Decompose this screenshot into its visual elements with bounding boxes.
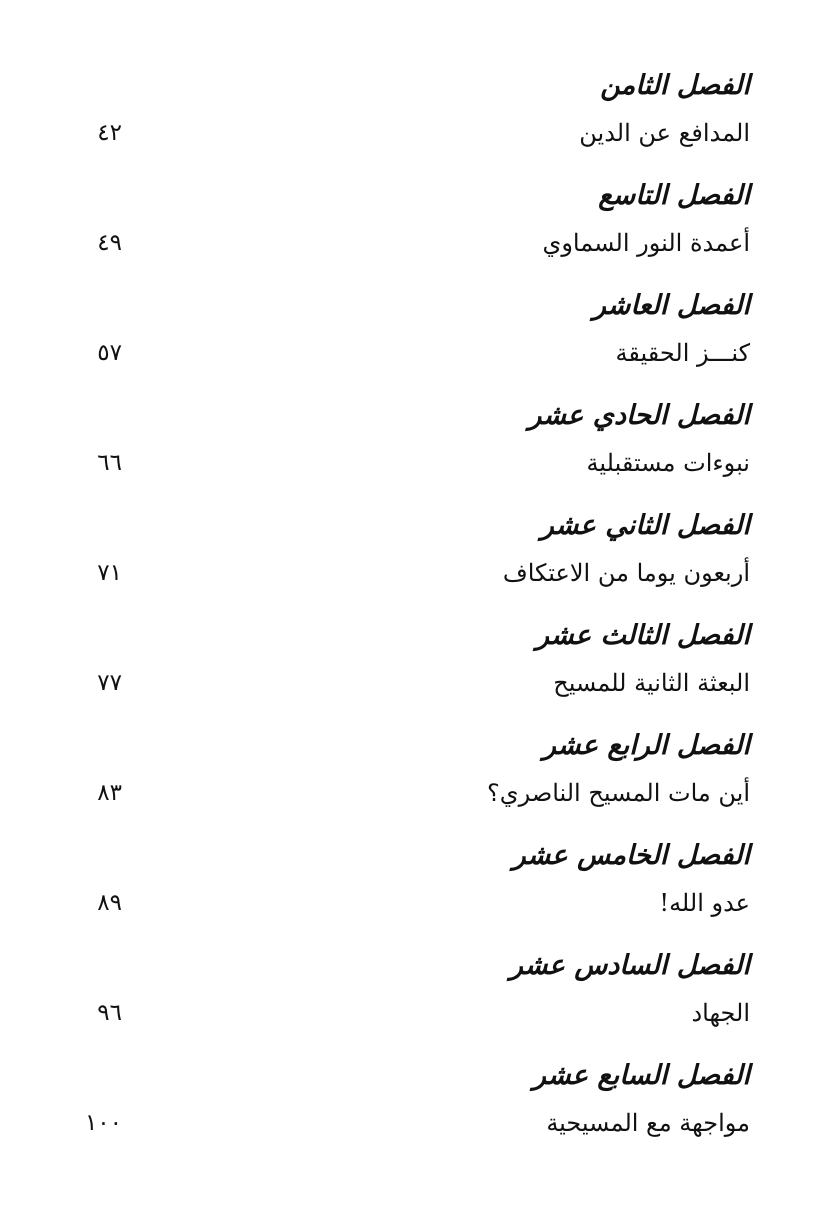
page-number: ٤٢ xyxy=(97,120,122,146)
chapter-heading: الفصل الثاني عشر xyxy=(540,510,750,541)
toc-entry xyxy=(70,500,750,610)
page-number: ٤٩ xyxy=(97,230,122,256)
chapter-title: نبوءات مستقبلية xyxy=(586,449,750,477)
page-number: ٨٩ xyxy=(97,890,122,916)
chapter-heading: الفصل التاسع xyxy=(598,180,750,211)
page-number: ١٠٠ xyxy=(84,1110,122,1136)
chapter-title: عدو الله! xyxy=(659,889,750,917)
chapter-title: الجهاد xyxy=(691,999,750,1027)
chapter-title: أربعون يوما من الاعتكاف xyxy=(502,559,750,587)
chapter-heading: الفصل الرابع عشر xyxy=(542,730,750,761)
chapter-heading: الفصل الخامس عشر xyxy=(512,840,750,871)
page-number: ٧١ xyxy=(97,560,122,586)
toc-entry xyxy=(70,940,750,1050)
toc-entry xyxy=(70,610,750,720)
toc-entry xyxy=(70,830,750,940)
chapter-heading: الفصل السادس عشر xyxy=(509,950,750,981)
toc-entry xyxy=(70,1050,750,1160)
toc-entry xyxy=(70,390,750,500)
chapter-heading: الفصل الحادي عشر xyxy=(528,400,750,431)
chapter-heading: الفصل الثامن xyxy=(600,70,750,101)
page-number: ٧٧ xyxy=(97,670,122,696)
page-number: ٥٧ xyxy=(97,340,122,366)
toc-entry xyxy=(70,720,750,830)
chapter-title: أعمدة النور السماوي xyxy=(542,229,750,257)
page-number: ٩٦ xyxy=(97,1000,122,1026)
chapter-title: مواجهة مع المسيحية xyxy=(546,1109,750,1137)
chapter-title: البعثة الثانية للمسيح xyxy=(553,669,750,697)
toc-entry xyxy=(70,170,750,280)
page-number: ٨٣ xyxy=(97,780,122,806)
toc-entry xyxy=(70,280,750,390)
chapter-title: أين مات المسيح الناصري؟ xyxy=(487,779,750,807)
toc-entry xyxy=(70,60,750,170)
chapter-heading: الفصل الثالث عشر xyxy=(536,620,750,651)
table-of-contents xyxy=(70,60,750,1160)
chapter-heading: الفصل العاشر xyxy=(592,290,750,321)
chapter-heading: الفصل السابع عشر xyxy=(532,1060,750,1091)
chapter-title: كنـــز الحقيقة xyxy=(615,339,750,367)
page-number: ٦٦ xyxy=(97,450,122,476)
chapter-title: المدافع عن الدين xyxy=(579,119,750,147)
